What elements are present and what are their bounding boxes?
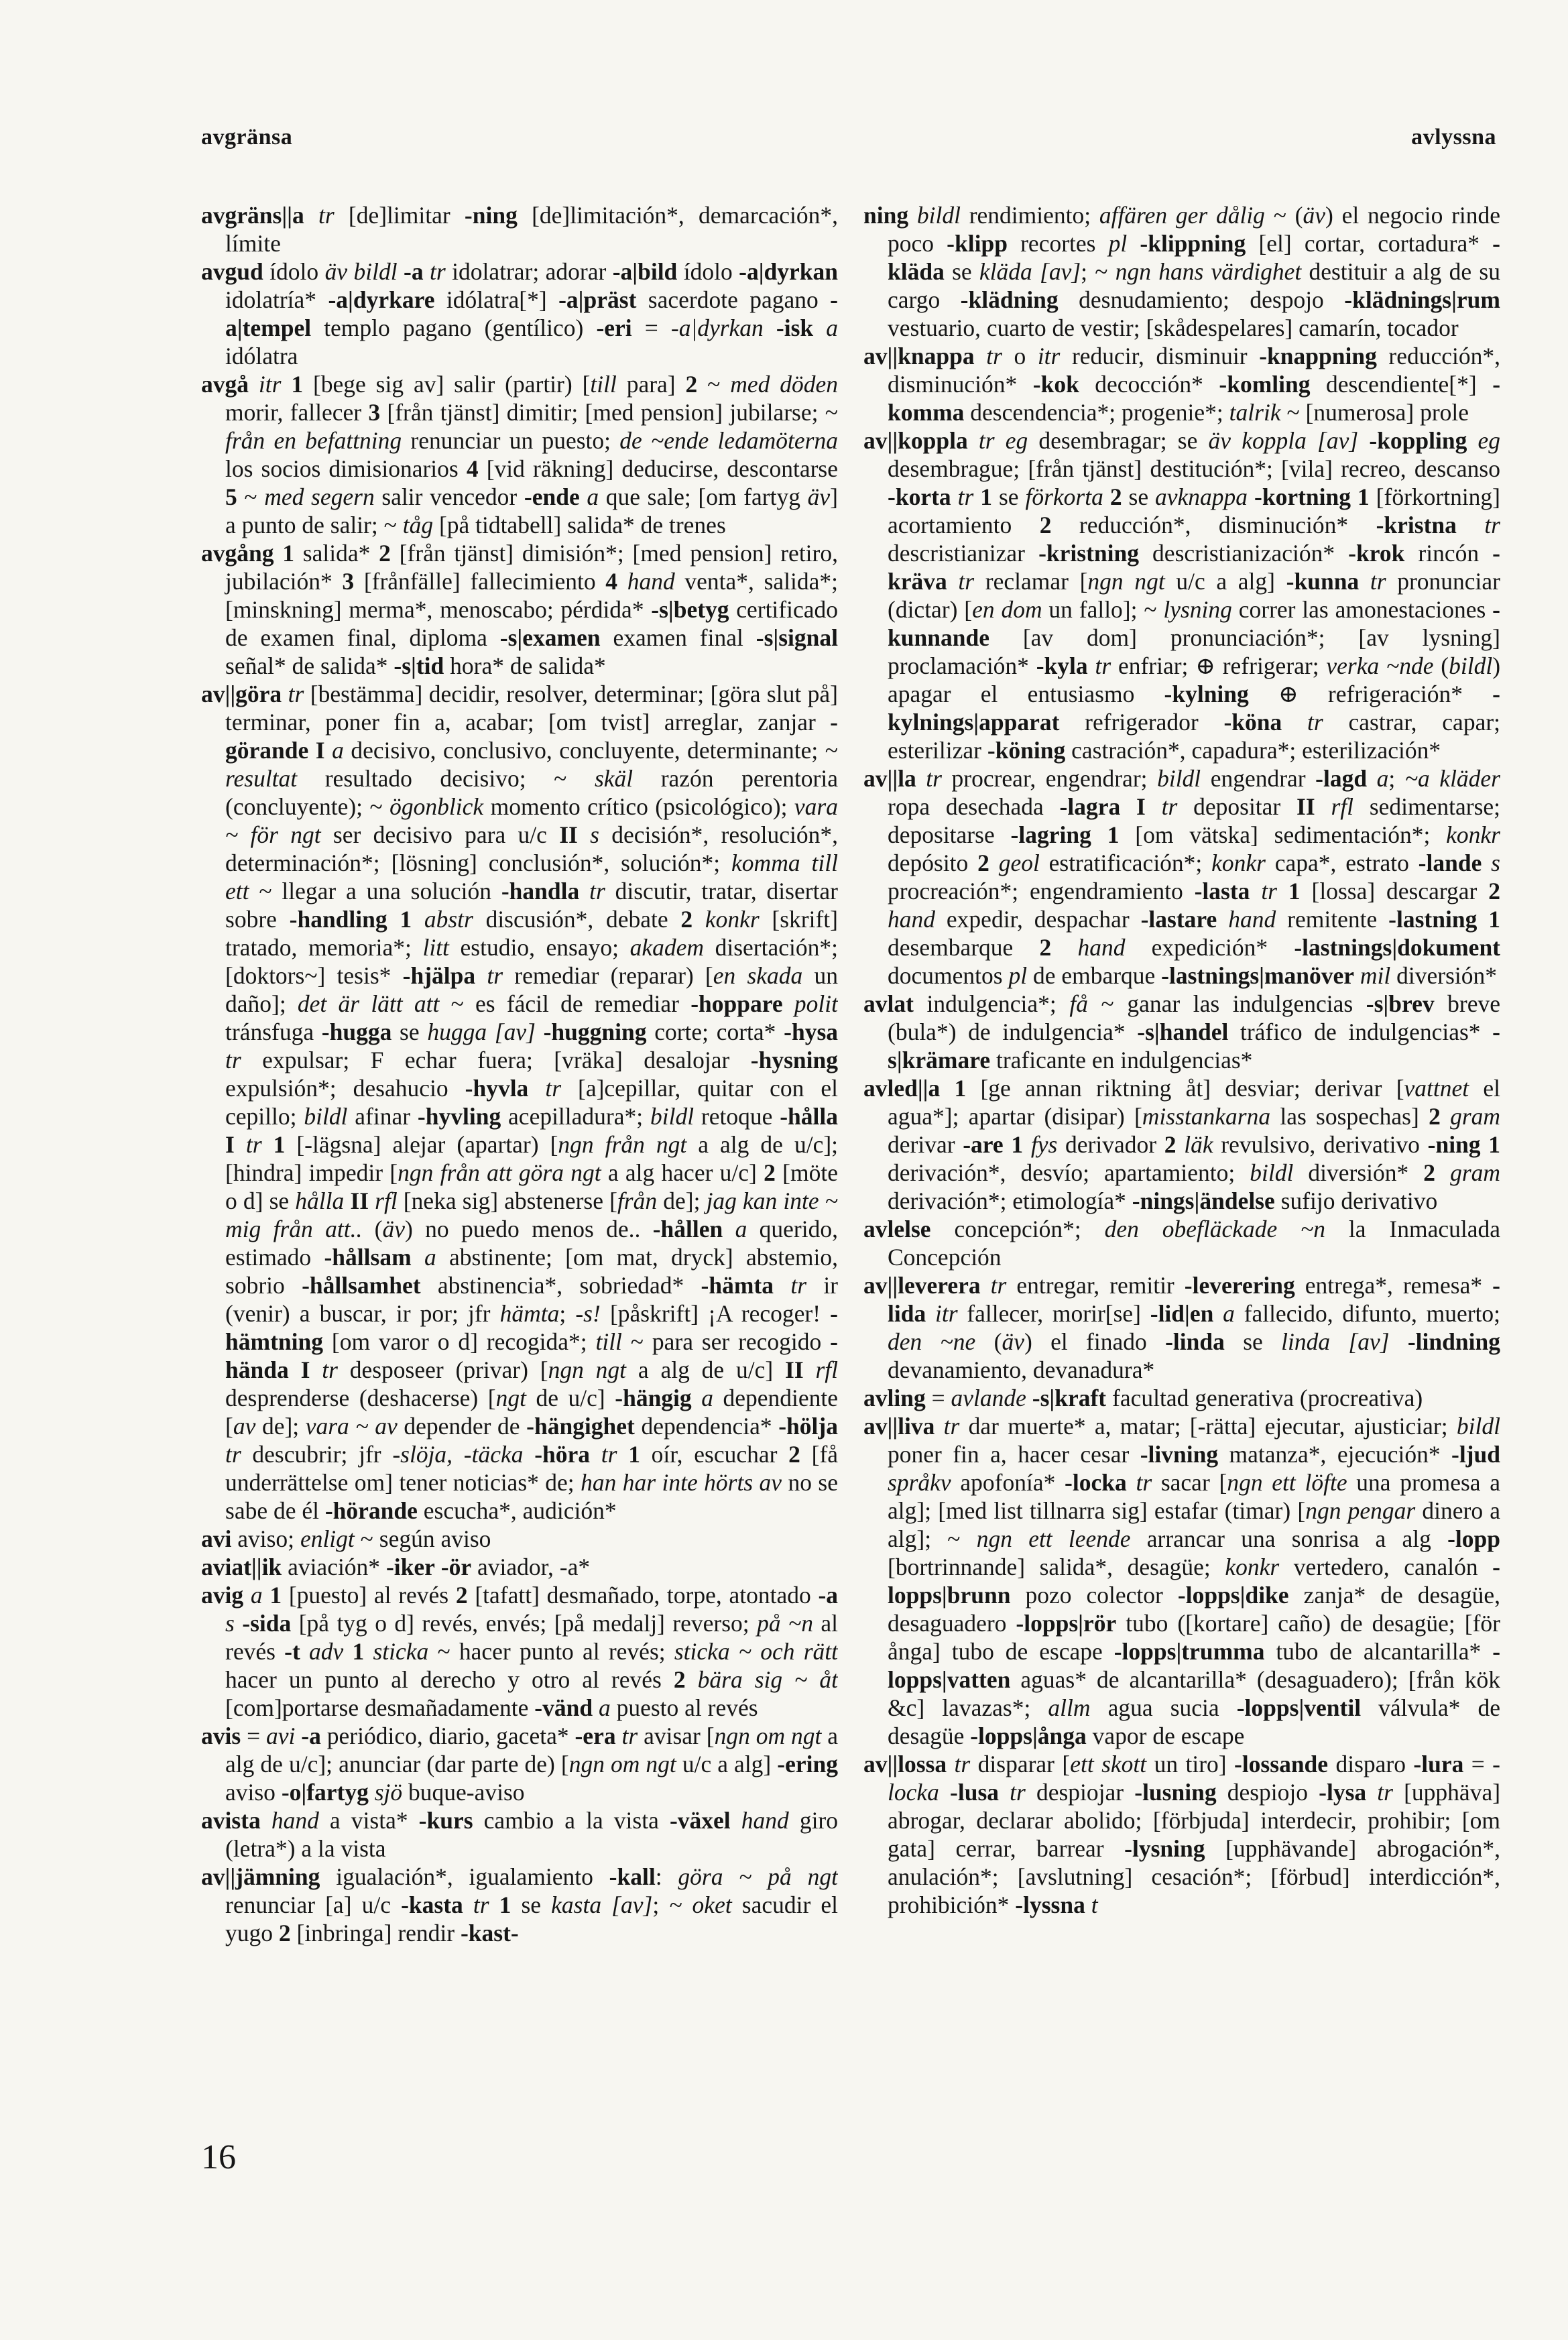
dictionary-entry: av||koppla tr eg desembragar; se äv koppla [av] -koppling eg desembrague; [från tjänst] destitución*; [vila] recreo, descanso -korta tr 1 se förkorta 2 se avknappa -kortning 1 [förkortning] acortamiento 2 reducción*, disminución* -kristna tr descristianizar -kristning descristianización* -krok rincón -kräva tr reclamar [ngn ngt u/c a alg] -kunna tr pronunciar (dictar) [en dom un fallo]; ~ lysning correr las amonestaciones -kunnande [av dom] pronunciación*; [av lysning] proclamación* -kyla tr enfriar; ⊕ refrigerar; verka ~nde (bildl) apagar el entusiasmo -kylning ⊕ refrigeración* -kylnings|apparat refrigerador -köna tr castrar, capar; esterilizar -köning castración*, capadura*; esterilización*: [863, 427, 1500, 764]
dictionary-entry: ning bildl rendimiento; affären ger dålig ~ (äv) el negocio rinde poco -klipp recortes pl -klippning [el] cortar, cortadura* -kläda se kläda [av]; ~ ngn hans värdighet destituir a alg de su cargo -klädning desnudamiento; despojo -klädnings|rum vestuario, cuarto de vestir; [skådespelares] camarín, tocador: [863, 202, 1500, 341]
dictionary-entry: avis = avi -a periódico, diario, gaceta* -era tr avisar [ngn om ngt a alg de u/c]; anunciar (dar parte de) [ngn om ngt u/c a alg] -ering aviso -o|fartyg sjö buque-aviso: [201, 1722, 838, 1806]
right-column: [863, 201, 1500, 2266]
dictionary-entry: avista hand a vista* -kurs cambio a la vista -växel hand giro (letra*) a la vista: [201, 1807, 838, 1862]
dictionary-entry: avgud ídolo äv bildl -a tr idolatrar; adorar -a|bild ídolo -a|dyrkan idolatría* -a|dyrkare idólatra[*] -a|präst sacerdote pagano -a|tempel templo pagano (gentílico) -eri = -a|dyrkan -isk a idólatra: [201, 258, 838, 369]
dictionary-entry: av||göra tr [bestämma] decidir, resolver, determinar; [göra slut på] terminar, poner fin a, acabar; [om tvist] arreglar, zanjar -görande I a decisivo, conclusivo, concluyente, determinante; ~ resultat resultado decisivo; ~ skäl razón perentoria (concluyente); ~ ögonblick momento crítico (psicológico); vara ~ för ngt ser decisivo para u/c II s decisión*, resolución*, determinación*; [lösning] conclusión*, solución*; komma till ett ~ llegar a una solución -handla tr discutir, tratar, disertar sobre -handling 1 abstr discusión*, debate 2 konkr [skrift] tratado, memoria*; litt estudio, ensayo; akadem disertación*; [doktors~] tesis* -hjälpa tr remediar (reparar) [en skada un daño]; det är lätt att ~ es fácil de remediar -hoppare polit tránsfuga -hugga se hugga [av] -huggning corte; corta* -hysa tr expulsar; F echar fuera; [vräka] desalojar -hysning expulsión*; desahucio -hyvla tr [a]cepillar, quitar con el cepillo; bildl afinar -hyvling acepilladura*; bildl retoque -hålla I tr 1 [-lägsna] alejar (apartar) [ngn från ngt a alg de u/c]; [hindra] impedir [ngn från att göra ngt a alg hacer u/c] 2 [möte o d] se hålla II rfl [neka sig] abstenerse [från de]; jag kan inte ~ mig från att.. (äv) no puedo menos de.. -hållen a querido, estimado -hållsam a abstinente; [om mat, dryck] abstemio, sobrio -hållsamhet abstinencia*, sobriedad* -hämta tr ir (venir) a buscar, ir por; jfr hämta; -s! [påskrift] ¡A recoger! -hämtning [om varor o d] recogida*; till ~ para ser recogido -hända I tr desposeer (privar) [ngn ngt a alg de u/c] II rfl desprenderse (deshacerse) [ngt de u/c] -hängig a dependiente [av de]; vara ~ av depender de -hängighet dependencia* -hölja tr descubrir; jfr -slöja, -täcka -höra tr 1 oír, escuchar 2 [få underrättelse om] tener noticias* de; han har inte hörts av no se sabe de él -hörande escucha*, audición*: [201, 681, 838, 1524]
dictionary-entry: avgräns||a tr [de]limitar -ning [de]limitación*, demarcación*, límite: [201, 202, 838, 257]
dictionary-entry: avlat indulgencia*; få ~ ganar las indulgencias -s|brev breve (bula*) de indulgencia* -s|handel tráfico de indulgencias* -s|krämare traficante en indulgencias*: [863, 990, 1500, 1073]
dictionary-entry: avled||a 1 [ge annan riktning åt] desviar; derivar [vattnet el agua*]; apartar (disipar) [misstankarna las sospechas] 2 gram derivar -are 1 fys derivador 2 läk revulsivo, derivativo -ning 1 derivación*, desvío; apartamiento; bildl diversión* 2 gram derivación*; etimología* -nings|ändelse sufijo derivativo: [863, 1075, 1500, 1214]
dictionary-entry: av||lossa tr disparar [ett skott un tiro] -lossande disparo -lura = -locka -lusa tr despiojar -lusning despiojo -lysa tr [upphäva] abrogar, declarar abolido; [förbjuda] interdecir, prohibir; [om gata] cerrar, barrear -lysning [upphävande] abrogación*, anulación*; [avslutning] cesación*; [förbud] interdicción*, prohibición* -lyssna t: [863, 1751, 1500, 1918]
dictionary-entry: av||leverera tr entregar, remitir -leverering entrega*, remesa* -lida itr fallecer, morir[se] -lid|en a fallecido, difunto, muerto; den ~ne (äv) el finado -linda se linda [av] -lindning devanamiento, devanadura*: [863, 1272, 1500, 1383]
dictionary-entry: avi aviso; enligt ~ según aviso: [201, 1525, 491, 1552]
dictionary-entry: aviat||ik aviación* -iker -ör aviador, -a*: [201, 1554, 591, 1580]
page-number: 16: [201, 2138, 236, 2176]
left-column: [201, 201, 838, 2266]
dictionary-entry: avig a 1 [puesto] al revés 2 [tafatt] desmañado, torpe, atontado -a s -sida [på tyg o d] revés, envés; [på medalj] reverso; på ~n al revés -t adv 1 sticka ~ hacer punto al revés; sticka ~ och rätt hacer un punto al derecho y otro al revés 2 bära sig ~ åt [com]portarse desmañadamente -vänd a puesto al revés: [201, 1582, 838, 1721]
dictionary-entry: avlelse concepción*; den obefläckade ~n la Inmaculada Concepción: [863, 1216, 1500, 1271]
dictionary-entry: avgå itr 1 [bege sig av] salir (partir) [till para] 2 ~ med döden morir, fallecer 3 [från tjänst] dimitir; [med pension] jubilarse; ~ från en befattning renunciar un puesto; de ~ende ledamöterna los socios dimisionarios 4 [vid räkning] deducirse, descontarse 5 ~ med segern salir vencedor -ende a que sale; [om fartyg äv] a punto de salir; ~ tåg [på tidtabell] salida* de trenes: [201, 371, 838, 538]
dictionary-entry: av||liva tr dar muerte* a, matar; [-rätta] ejecutar, ajusticiar; bildl poner fin a, hacer cesar -livning matanza*, ejecución* -ljud språkv apofonía* -locka tr sacar [ngn ett löfte una promesa a alg]; [med list tillnarra sig] estafar (timar) [ngn pengar dinero a alg]; ~ ngn ett leende arrancar una sonrisa a alg -lopp [bortrinnande] salida*, desagüe; konkr vertedero, canalón -lopps|brunn pozo colector -lopps|dike zanja* de desagüe, desaguadero -lopps|rör tubo ([kortare] caño) de desagüe; [för ånga] tubo de escape -lopps|trumma tubo de alcantarilla* -lopps|vatten aguas* de alcantarilla* (desaguadero); [från kök &c] lavazas*; allm agua sucia -lopps|ventil válvula* de desagüe -lopps|ånga vapor de escape: [863, 1413, 1500, 1749]
dictionary-entry: avling = avlande -s|kraft facultad generativa (procreativa): [863, 1385, 1423, 1411]
dictionary-entry: av||la tr procrear, engendrar; bildl engendrar -lagd a; ~a kläder ropa desechada -lagra I tr depositar II rfl sedimentarse; depositarse -lagring 1 [om vätska] sedimentación*; konkr depósito 2 geol estratificación*; konkr capa*, estrato -lande s procreación*; engendramiento -lasta tr 1 [lossa] descargar 2 hand expedir, despachar -lastare hand remitente -lastning 1 desembarque 2 hand expedición* -lastnings|dokument documentos pl de embarque -lastnings|manöver mil diversión*: [863, 765, 1500, 989]
dictionary-entry: av||knappa tr o itr reducir, disminuir -knappning reducción*, disminución* -kok decocción* -komling descendiente[*] -komma descendencia*; progenie*; talrik ~ [numerosa] prole: [863, 343, 1500, 426]
left-guideword: avgränsa: [201, 125, 293, 150]
dictionary-entry: av||jämning igualación*, igualamiento -kall: göra ~ på ngt renunciar [a] u/c -kasta tr 1 se kasta [av]; ~ oket sacudir el yugo 2 [inbringa] rendir -kast-: [201, 1863, 838, 1946]
dictionary-entry: avgång 1 salida* 2 [från tjänst] dimisión*; [med pension] retiro, jubilación* 3 [frånfälle] fallecimiento 4 hand venta*, salida*; [minskning] merma*, menoscabo; pérdida* -s|betyg certificado de examen final, diploma -s|examen examen final -s|signal señal* de salida* -s|tid hora* de salida*: [201, 540, 838, 679]
right-guideword: avlyssna: [1411, 125, 1496, 150]
